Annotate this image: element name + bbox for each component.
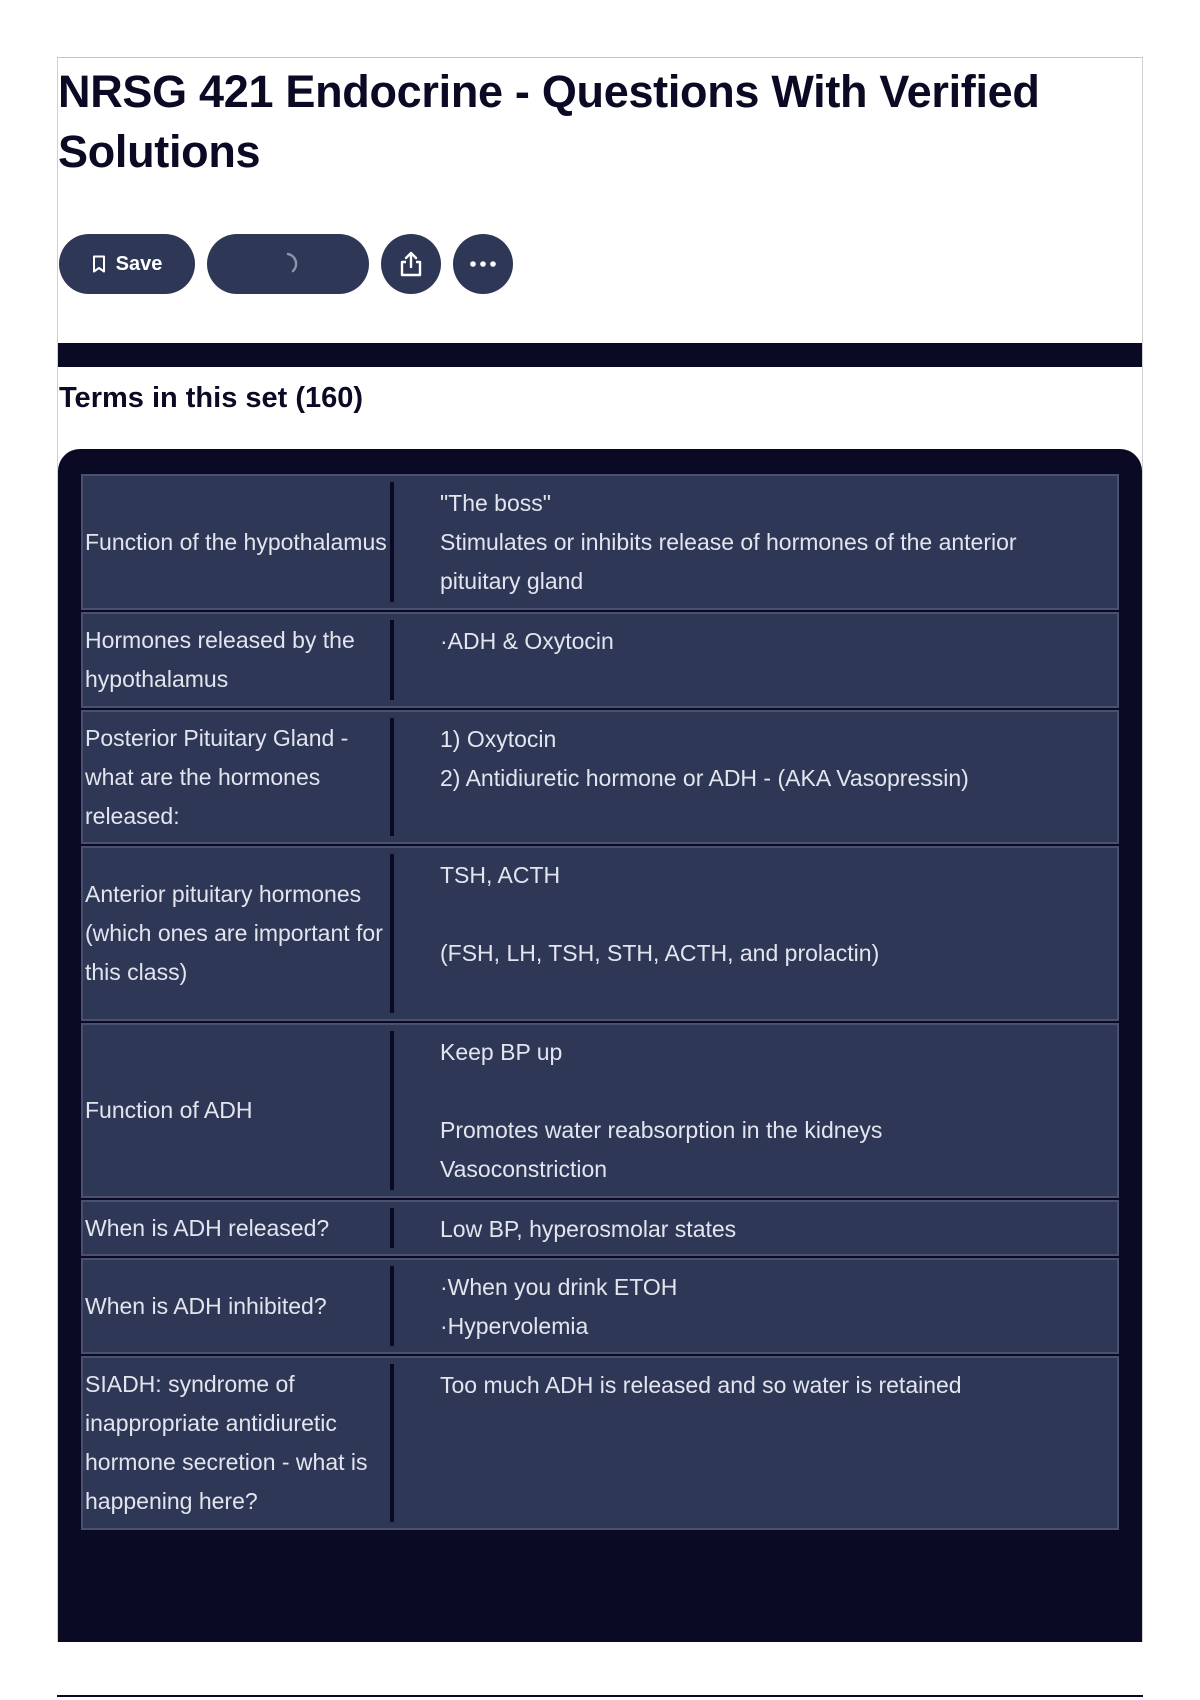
terms-heading: Terms in this set (160) bbox=[59, 382, 364, 414]
definition-line: Promotes water reabsorption in the kidneys bbox=[440, 1117, 883, 1143]
definition-text bbox=[394, 1202, 1117, 1254]
term-text: Posterior Pituitary Gland - what are the hormones released: bbox=[85, 724, 349, 829]
more-dots-icon bbox=[469, 260, 497, 268]
term-row bbox=[81, 612, 1119, 708]
more-options-button[interactable] bbox=[453, 234, 513, 294]
term-row bbox=[81, 1023, 1119, 1198]
definition-line: ·Hypervolemia bbox=[440, 1313, 589, 1339]
save-button-label: Save bbox=[115, 252, 163, 275]
save-button[interactable] bbox=[59, 234, 195, 294]
term-text: Function of the hypothalamus bbox=[85, 528, 387, 555]
definition-text bbox=[394, 476, 1117, 608]
definition-line: ·When you drink ETOH bbox=[440, 1274, 678, 1300]
definition-line: Keep BP up bbox=[440, 1039, 563, 1065]
loading-spinner-icon bbox=[275, 251, 301, 277]
definition-line: Too much ADH is released and so water is retained bbox=[440, 1372, 962, 1398]
definition-line: "The boss" bbox=[440, 490, 551, 516]
bottom-rule bbox=[57, 1695, 1143, 1697]
definition-line: Low BP, hyperosmolar states bbox=[440, 1216, 737, 1242]
term-row bbox=[81, 710, 1119, 844]
term-text: Anterior pituitary hormones (which ones are important for this class) bbox=[85, 881, 383, 985]
term-text: When is ADH inhibited? bbox=[85, 1292, 327, 1319]
definition-line: 1) Oxytocin bbox=[440, 726, 557, 752]
definition-text bbox=[394, 712, 1117, 842]
definition-text bbox=[394, 1025, 1117, 1196]
term-row bbox=[81, 1356, 1119, 1530]
section-divider bbox=[58, 343, 1142, 367]
term-text: When is ADH released? bbox=[85, 1214, 330, 1241]
bookmark-icon bbox=[92, 255, 106, 273]
definition-line: (FSH, LH, TSH, STH, ACTH, and prolactin) bbox=[440, 940, 880, 966]
definition-line bbox=[440, 1072, 1101, 1111]
share-icon bbox=[398, 250, 424, 278]
term-text: SIADH: syndrome of inappropriate antidiuretic hormone secretion - what is happening here? bbox=[85, 1371, 368, 1514]
definition-text bbox=[394, 848, 1117, 1019]
page-title: NRSG 421 Endocrine - Questions With Verified Solutions bbox=[58, 66, 1040, 177]
action-bar bbox=[59, 234, 513, 294]
definition-line: Stimulates or inhibits release of hormones of the anterior pituitary gland bbox=[440, 529, 1023, 594]
term-row bbox=[81, 1200, 1119, 1256]
definition-line: Vasoconstriction bbox=[440, 1156, 608, 1182]
term-row bbox=[81, 474, 1119, 610]
loading-button[interactable] bbox=[207, 234, 369, 294]
definition-line bbox=[440, 895, 1101, 934]
definition-text bbox=[394, 1260, 1117, 1352]
terms-table bbox=[81, 474, 1119, 1532]
definition-line: 2) Antidiuretic hormone or ADH - (AKA Vasopressin) bbox=[440, 765, 969, 791]
definition-text bbox=[394, 614, 1117, 706]
term-text: Function of ADH bbox=[85, 1097, 253, 1123]
terms-panel bbox=[58, 449, 1142, 1642]
page-container bbox=[57, 57, 1143, 1642]
term-row bbox=[81, 846, 1119, 1021]
definition-text bbox=[394, 1358, 1117, 1528]
definition-line: ·ADH & Oxytocin bbox=[440, 628, 614, 654]
term-text: Hormones released by the hypothalamus bbox=[85, 627, 355, 692]
share-button[interactable] bbox=[381, 234, 441, 294]
term-row bbox=[81, 1258, 1119, 1354]
definition-line: TSH, ACTH bbox=[440, 862, 561, 888]
